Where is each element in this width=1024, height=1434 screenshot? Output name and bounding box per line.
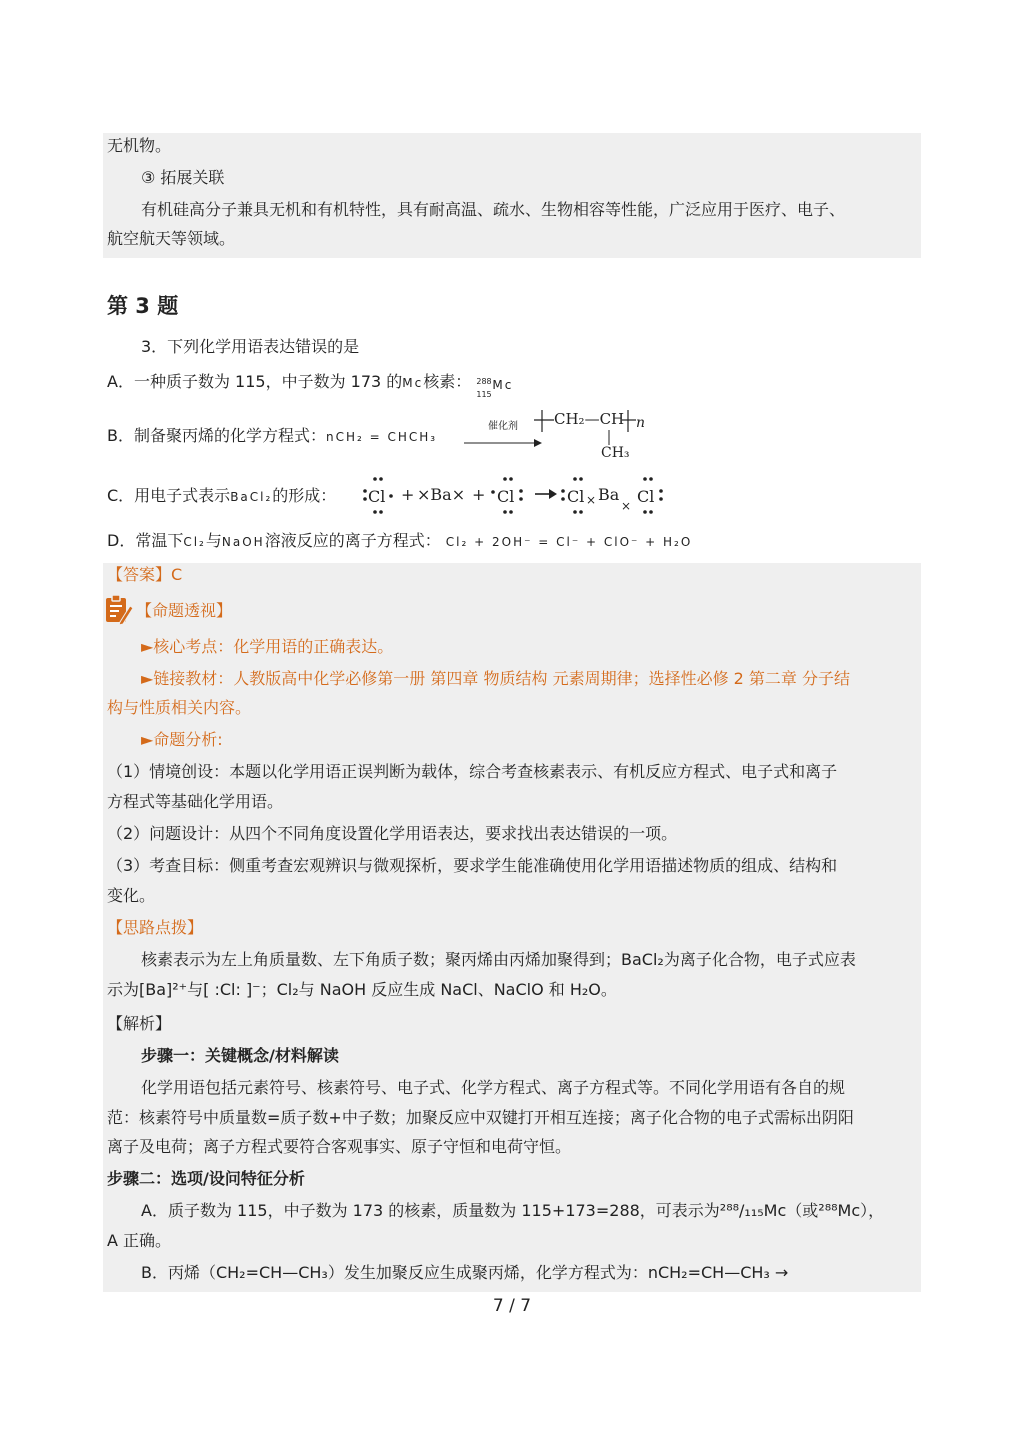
option-d-text2: 与 [205,531,222,550]
svg-text:+: + [472,485,486,504]
analysis-title: ►命题分析: [141,730,223,749]
svg-text:Cl: Cl [497,487,515,506]
step1-line2: 范：核素符号中质量数=质子数+中子数；加聚反应中双键打开相互连接；离子化合物的电子式需标出阴阳 [107,1108,854,1127]
step1-title: 步骤一：关键概念/材料解读 [141,1046,339,1065]
polymer-main-chain: CH₂—CH [554,410,625,428]
cl-atom-left [363,477,393,514]
reaction-arrow-icon [464,438,542,448]
analysis-p1-cont: 方程式等基础化学用语。 [107,792,284,811]
option-c-text: C．用电子式表示 [107,486,231,505]
product [561,477,663,514]
option-c-text2: 的形成： [272,486,337,505]
svg-text:Ba: Ba [598,485,620,504]
option-a [107,371,516,399]
solution-title: 【解析】 [107,1014,172,1033]
svg-text:Cl: Cl [567,487,585,506]
svg-text:×: × [621,499,632,513]
step2-title: 步骤二：选项/设问特征分析 [107,1169,305,1188]
element-symbol: Mc [492,377,514,392]
page-number: 7 / 7 [492,1296,532,1316]
option-d-text: D．常温下 [107,531,184,550]
analysis-p3: （3）考查目标：侧重考查宏观辨识与微观探析，要求学生能准确使用化学用语描述物质的组成、结构和 [107,856,838,875]
atomic-number: 115 [476,389,492,399]
option-d-text3: 溶液反应的离子方程式： [264,531,441,550]
text-line: 无机物。 [107,136,172,155]
catalyst-label: 催化剂 [488,421,518,432]
analysis-p1: （1）情境创设：本题以化学用语正误判断为载体，综合考查核素表示、有机反应方程式、电子式和离子 [107,762,838,781]
step1-line3: 离子及电荷；离子方程式要符合客观事实、原子守恒和电荷守恒。 [107,1137,572,1156]
hint-title: 【思路点拨】 [107,918,204,937]
svg-text:×Ba×: ×Ba× [417,485,466,504]
option-b [107,425,437,448]
option-d [107,530,692,553]
mass-number: 288 [476,376,492,386]
text-line: 有机硅高分子兼具无机和有机特性，具有耐高温、疏水、生物相容等性能，广泛应用于医疗、电子、 [141,200,846,219]
textbook-link-line1: ►链接教材：人教版高中化学必修第一册 第四章 物质结构 元素周期律；选择性必修 2 第二章 分子结 [141,669,851,688]
electron-formula-diagram [355,472,675,520]
step2-b-line1: B．丙烯（CH₂=CH—CH₃）发生加聚反应生成聚丙烯，化学方程式为：nCH₂=CH—CH₃ → [141,1263,789,1282]
option-a-symbol: Mc [402,376,424,390]
textbook-link-line2: 构与性质相关内容。 [107,698,252,717]
step2-a-line1: A．质子数为 115，中子数为 173 的核素，质量数为 115+173=288，可表示为²⁸⁸/₁₁₅Mc（或²⁸⁸Mc）， [141,1201,885,1220]
answer-label: 【答案】C [107,565,183,584]
option-b-text: B．制备聚丙烯的化学方程式： [107,426,326,445]
polymer-n: n [636,415,646,431]
option-a-text2: 核素： [423,372,472,391]
core-point: ►核心考点：化学用语的正确表达。 [141,637,394,656]
polypropylene-structure [534,407,654,463]
svg-text:×: × [586,493,597,507]
option-a-text: A．一种质子数为 115，中子数为 173 的 [107,372,403,391]
svg-text:+: + [401,485,415,504]
hint-line2: 示为[Ba]²⁺与[ :Cl: ]⁻；Cl₂与 NaOH 反应生成 NaCl、NaClO 和 H₂O。 [107,980,617,999]
polymer-side-group: CH₃ [601,445,630,461]
option-b-equation: nCH₂ = CHCH₃ [325,430,438,444]
insight-title: 【命题透视】 [136,601,233,620]
catalyst-arrow [464,421,542,452]
option-c [107,485,336,508]
question-heading: 第 3 题 [107,294,179,318]
nuclide-symbol [476,372,516,399]
question-stem: 3．下列化学用语表达错误的是 [141,337,360,356]
option-d-cl2: Cl₂ [183,535,206,549]
svg-text:Cl: Cl [368,487,386,506]
text-line: 航空航天等领域。 [107,229,236,248]
step1-line1: 化学用语包括元素符号、核素符号、电子式、化学方程式、离子方程式等。不同化学用语有各自的规 [141,1078,846,1097]
hint-line1: 核素表示为左上角质量数、左下角质子数；聚丙烯由丙烯加聚得到；BaCl₂为离子化合物，电子式应表 [141,950,856,969]
step2-a-line2: A 正确。 [107,1231,172,1250]
analysis-p3-cont: 变化。 [107,886,156,905]
option-d-equation: Cl₂ + 2OH⁻ = Cl⁻ + ClO⁻ + H₂O [445,535,693,549]
option-c-formula: BaCl₂ [230,490,273,504]
option-d-naoh: NaOH [221,535,265,549]
svg-text:Cl: Cl [637,487,655,506]
clipboard-pen-icon [104,594,134,626]
analysis-p2: （2）问题设计：从四个不同角度设置化学用语表达，要求找出表达错误的一项。 [107,824,678,843]
cl-atom-right [491,477,523,514]
subheading: ③ 拓展关联 [141,168,225,187]
